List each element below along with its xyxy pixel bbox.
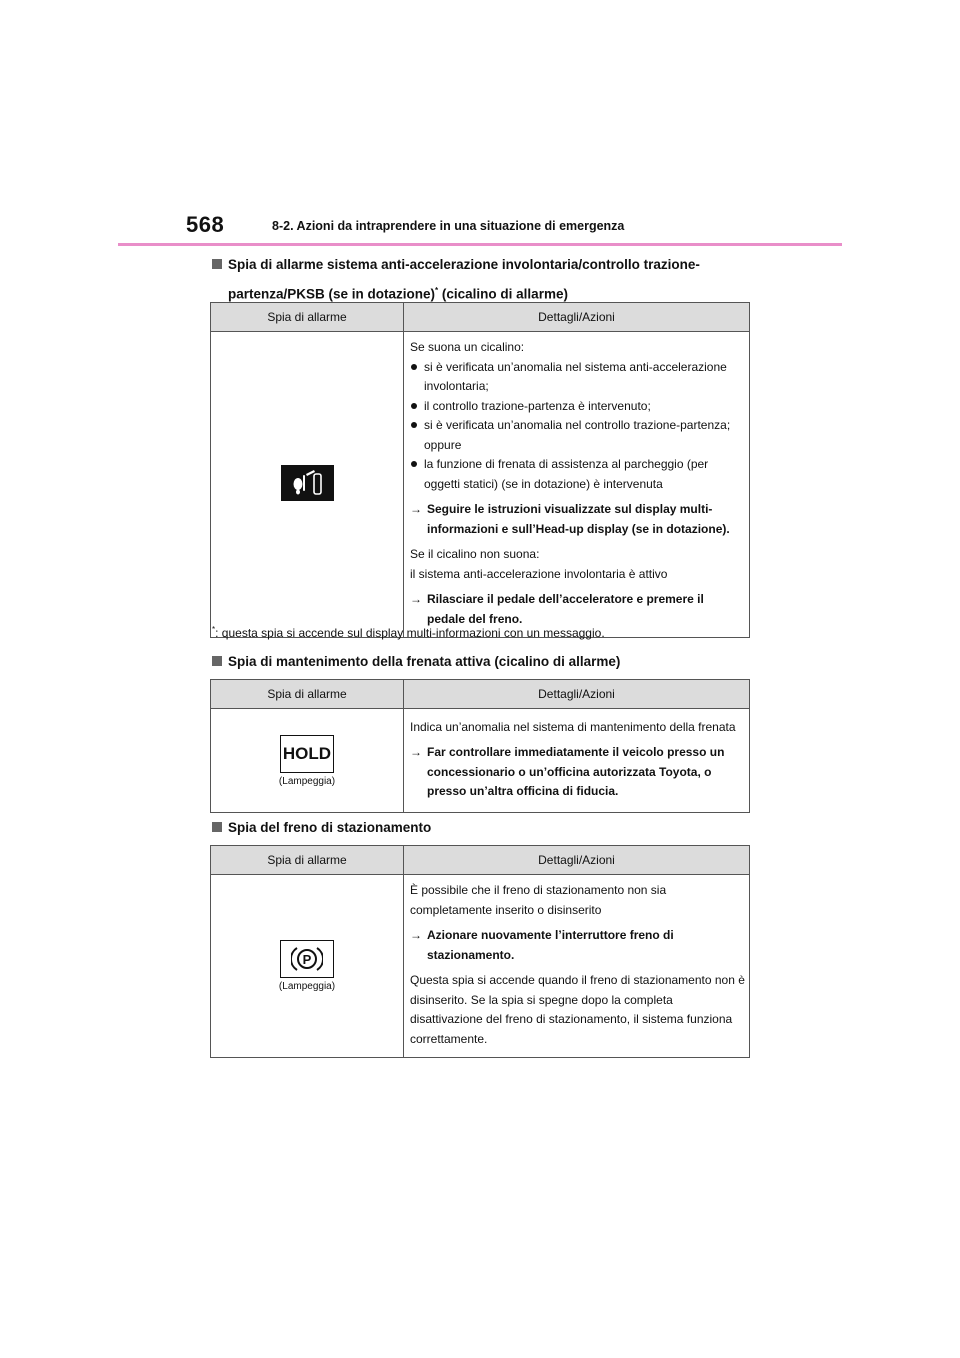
action-instruction: → Rilasciare il pedale dell’acceleratore e premere il pedale del freno. (410, 592, 704, 626)
action-instruction: → Far controllare immediatamente il veicolo presso un concessionario o un’officina autorizzata Toyota, o presso un’altra officina di fiducia. (410, 745, 725, 798)
header-rule (118, 243, 842, 246)
section-title-brake-hold: Spia di mantenimento della frenata attiva (cicalino di allarme) (212, 649, 620, 675)
bullet-item: il controllo trazione-partenza è intervenuto; (410, 397, 745, 417)
description: È possibile che il freno di stazionamento non sia completamente inserito o disinserito (410, 883, 667, 917)
section-title-parking-brake: Spia del freno di stazionamento (212, 815, 431, 841)
chapter-title: 8-2. Azioni da intraprendere in una situazione di emergenza (272, 219, 625, 233)
no-buzzer-text: il sistema anti-accelerazione involontaria è attivo (410, 566, 668, 581)
note-text: Questa spia si accende quando il freno di stazionamento non è disinserito. Se la spia si spegne dopo la completa disattivazione del freno di stazionamento, il sistema funziona correttamente. (410, 973, 745, 1046)
column-header-warning: Spia di allarme (211, 846, 404, 875)
bullet-item: si è verificata un’anomalia nel sistema anti-accelerazione involontaria; (410, 358, 745, 397)
column-header-warning: Spia di allarme (211, 680, 404, 709)
description: Indica un’anomalia nel sistema di mantenimento della frenata (410, 719, 736, 734)
arrow-icon: → (410, 928, 422, 942)
section-square-icon (212, 656, 222, 666)
icon-caption: (Lampeggia) (278, 775, 336, 787)
section-title-anti-acceleration: Spia di allarme sistema anti-accelerazione involontaria/controllo trazione- partenza/PKSB (se in dotazione)* (cicalino di allarme) (212, 252, 700, 308)
column-header-warning: Spia di allarme (211, 303, 404, 332)
column-header-details: Dettagli/Azioni (404, 303, 750, 332)
warning-table-anti-acceleration (210, 302, 750, 638)
parking-brake-letter: P (302, 952, 312, 967)
arrow-icon: → (410, 502, 422, 516)
bullet-item: la funzione di frenata di assistenza al parcheggio (per oggetti statici) (se in dotazione) è intervenuta (410, 455, 745, 494)
pedal-warning-icon (281, 465, 334, 501)
details-cell (404, 332, 750, 638)
details-cell (404, 875, 750, 1058)
warning-icon-cell (211, 332, 404, 638)
section-square-icon (212, 822, 222, 832)
warning-table-brake-hold (210, 679, 750, 813)
arrow-icon: → (410, 745, 422, 759)
section-square-icon (212, 259, 222, 269)
icon-caption: (Lampeggia) (278, 981, 336, 992)
page-number: 568 (186, 212, 225, 237)
column-header-details: Dettagli/Azioni (404, 846, 750, 875)
arrow-icon: → (410, 592, 422, 606)
warning-table-parking-brake (210, 845, 750, 1058)
action-instruction: → Seguire le istruzioni visualizzate sul display multi-informazioni e sull’Head-up display (se in dotazione). (410, 502, 730, 536)
buzzer-intro: Se suona un cicalino: (410, 340, 525, 354)
bullet-item: si è verificata un’anomalia nel controllo trazione-partenza; oppure (410, 416, 745, 455)
details-cell (404, 709, 750, 813)
hold-icon: HOLD (280, 735, 334, 773)
no-buzzer-label: Se il cicalino non suona: (410, 547, 540, 561)
parking-brake-icon (280, 940, 334, 978)
action-instruction: → Azionare nuovamente l’interruttore freno di stazionamento. (410, 928, 674, 962)
footnote: *: questa spia si accende sul display multi-informazioni con un messaggio. (212, 625, 605, 640)
warning-icon-cell (211, 709, 404, 813)
warning-icon-cell (211, 875, 404, 1058)
column-header-details: Dettagli/Azioni (404, 680, 750, 709)
